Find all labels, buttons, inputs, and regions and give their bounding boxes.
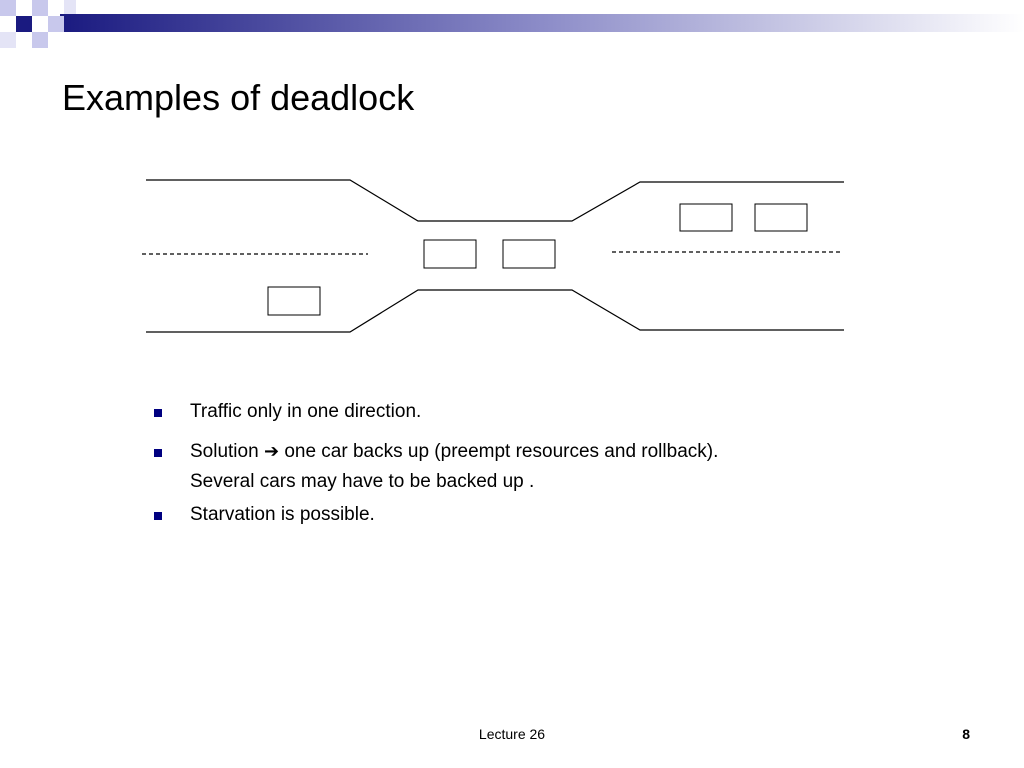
bullet-list bbox=[150, 397, 910, 533]
car bbox=[424, 240, 476, 268]
page-number: 8 bbox=[962, 726, 970, 742]
footer-lecture: Lecture 26 bbox=[478, 726, 546, 742]
bullet-text-before: Solution bbox=[190, 441, 264, 462]
bullet-item bbox=[150, 500, 910, 530]
bullet-text: Starvation is possible. bbox=[190, 504, 375, 525]
car bbox=[503, 240, 555, 268]
car bbox=[680, 204, 732, 231]
road-top-edge-left bbox=[146, 180, 844, 221]
bullet-text-after: one car backs up (preempt resources and rollback). bbox=[279, 441, 719, 462]
bullet-text-continued: Several cars may have to be backed up . bbox=[190, 471, 535, 492]
square-bullet-icon bbox=[154, 512, 162, 520]
right-arrow-icon: ➔ bbox=[263, 441, 280, 462]
bullet-text: Traffic only in one direction. bbox=[190, 401, 422, 422]
road-bottom-edge bbox=[146, 290, 844, 332]
slide-title: Examples of deadlock bbox=[62, 77, 415, 118]
bullet-item bbox=[150, 397, 910, 427]
bullet-item bbox=[150, 437, 910, 497]
car bbox=[755, 204, 807, 231]
square-bullet-icon bbox=[154, 449, 162, 457]
square-bullet-icon bbox=[154, 409, 162, 417]
car bbox=[268, 287, 320, 315]
